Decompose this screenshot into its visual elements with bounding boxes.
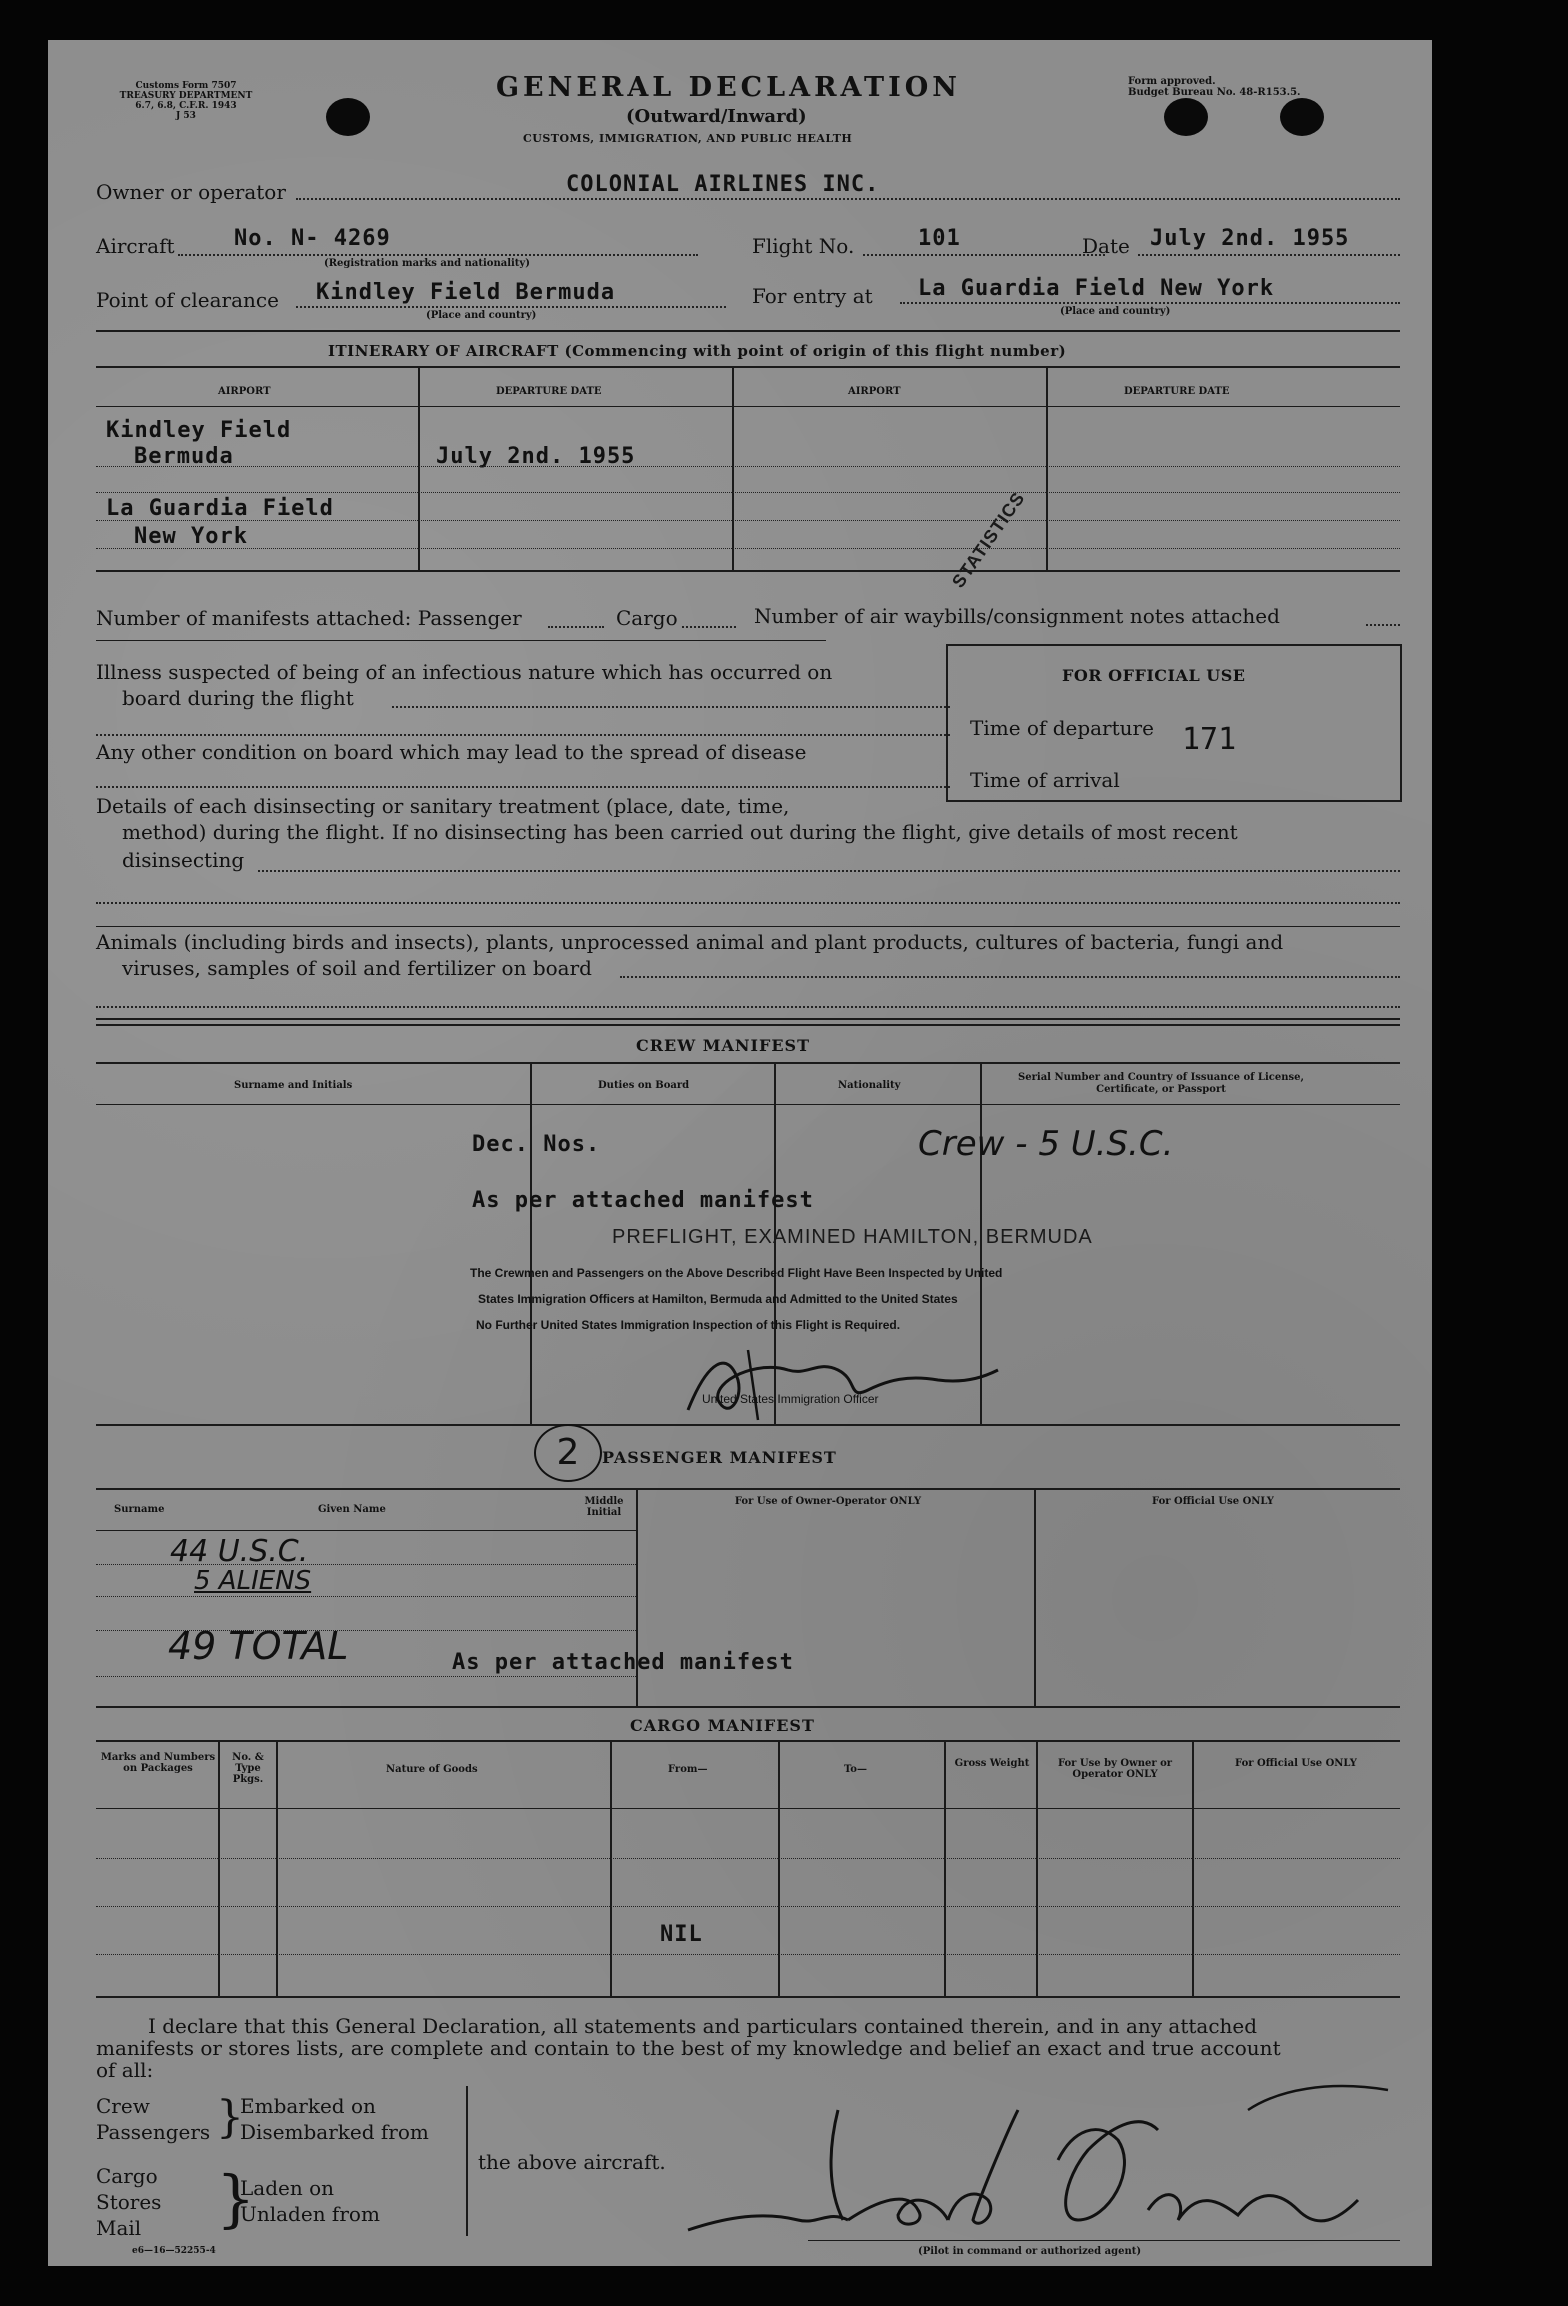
itinerary-col-3 bbox=[1046, 366, 1048, 570]
date-label: Date bbox=[1082, 234, 1130, 258]
passenger-per-manifest: As per attached manifest bbox=[452, 1650, 794, 1675]
illness-line-1: Illness suspected of being of an infectious nature which has occurred on bbox=[96, 660, 833, 684]
crew-heading: CREW MANIFEST bbox=[636, 1036, 811, 1055]
cargo-col-7 bbox=[1192, 1740, 1194, 1996]
itinerary-colhdr-rule bbox=[96, 406, 1400, 407]
flight-line bbox=[863, 254, 1105, 256]
crew-col-nationality: Nationality bbox=[838, 1080, 901, 1091]
passenger-col-given: Given Name bbox=[318, 1504, 386, 1515]
clearance-line bbox=[296, 306, 726, 308]
passenger-fill-4 bbox=[96, 1676, 636, 1677]
official-use-box bbox=[946, 644, 1402, 802]
preflight-stamp-line-3: States Immigration Officers at Hamilton, Bermuda and Admitted to the United States bbox=[478, 1292, 958, 1306]
form-number-line-4: J 53 bbox=[176, 110, 196, 121]
preflight-stamp-line-4: No Further United States Immigration Inspection of this Flight is Required. bbox=[476, 1318, 901, 1332]
itinerary-row1-airport-b: Bermuda bbox=[134, 444, 234, 469]
passenger-col-middle: Middle Initial bbox=[584, 1496, 624, 1518]
itinerary-row2-airport-b: New York bbox=[134, 524, 248, 549]
preflight-stamp-line-1: PREFLIGHT, EXAMINED HAMILTON, BERMUDA bbox=[612, 1226, 1093, 1248]
manifests-cargo-label: Cargo bbox=[616, 606, 678, 630]
form-subtitle: (Outward/Inward) bbox=[626, 106, 807, 127]
animals-fill-1 bbox=[620, 976, 1400, 978]
crew-top-rule bbox=[96, 1062, 1400, 1064]
form-number-line-2: TREASURY DEPARTMENT bbox=[119, 90, 253, 101]
crew-bottom-rule bbox=[96, 1424, 1400, 1426]
crew-col-surname: Surname and Initials bbox=[234, 1080, 353, 1091]
itinerary-bottom-rule bbox=[96, 570, 1400, 572]
decl-crew: Crew bbox=[96, 2094, 150, 2118]
waybills-label: Number of air waybills/consignment notes attached bbox=[754, 604, 1280, 628]
crew-colhdr-rule bbox=[96, 1104, 1400, 1105]
crew-handwritten-count: Crew - 5 U.S.C. bbox=[918, 1124, 1174, 1164]
cargo-col-5 bbox=[944, 1740, 946, 1996]
form-agencies: CUSTOMS, IMMIGRATION, AND PUBLIC HEALTH bbox=[523, 132, 853, 145]
passenger-col-2 bbox=[1034, 1488, 1036, 1706]
aircraft-value: No. N- 4269 bbox=[234, 226, 391, 251]
crew-col-1 bbox=[530, 1062, 532, 1424]
owner-line bbox=[296, 198, 1400, 200]
passenger-bottom-rule bbox=[96, 1706, 1400, 1708]
approval-block bbox=[1128, 76, 1301, 98]
manifests-passenger-line bbox=[548, 626, 604, 628]
health-mid-rule bbox=[96, 926, 1400, 927]
entry-value: La Guardia Field New York bbox=[918, 276, 1275, 301]
itinerary-dots-3 bbox=[96, 520, 1400, 521]
owner-label: Owner or operator bbox=[96, 180, 286, 204]
statistics-stamp: STATISTICS bbox=[948, 487, 1029, 592]
punch-hole-right-1 bbox=[1164, 98, 1208, 136]
officer-caption: United States Immigration Officer bbox=[702, 1392, 879, 1406]
decl-bracket bbox=[466, 2086, 468, 2236]
entry-line bbox=[900, 302, 1400, 304]
manifests-rule bbox=[96, 640, 826, 641]
departure-time-value: 171 bbox=[1182, 722, 1237, 757]
cargo-fill-3 bbox=[96, 1954, 1400, 1955]
cargo-col-owner: For Use by Owner or Operator ONLY bbox=[1057, 1758, 1173, 1780]
clearance-label: Point of clearance bbox=[96, 288, 279, 312]
animals-rule-b bbox=[96, 1024, 1400, 1026]
decl-disembarked: Disembarked from bbox=[240, 2120, 429, 2144]
illness-fill-1 bbox=[392, 706, 950, 708]
decl-above-aircraft: the above aircraft. bbox=[478, 2150, 666, 2174]
date-value: July 2nd. 1955 bbox=[1150, 226, 1350, 251]
itinerary-top-rule bbox=[96, 330, 1400, 332]
cargo-col-4 bbox=[778, 1740, 780, 1996]
form-number-block bbox=[76, 82, 296, 122]
itinerary-col-date-2: DEPARTURE DATE bbox=[1124, 386, 1230, 397]
passenger-hand-aliens: 5 ALIENS bbox=[194, 1566, 312, 1596]
aircraft-label: Aircraft bbox=[96, 234, 175, 258]
decl-passengers: Passengers bbox=[96, 2120, 211, 2144]
passenger-hand-uscitizens: 44 U.S.C. bbox=[170, 1534, 309, 1569]
itinerary-heading: ITINERARY OF AIRCRAFT (Commencing with point of origin of this flight number) bbox=[328, 342, 1067, 360]
preflight-stamp-line-2: The Crewmen and Passengers on the Above Described Flight Have Been Inspected by United bbox=[470, 1266, 1003, 1280]
other-condition-label: Any other condition on board which may lead to the spread of disease bbox=[96, 740, 807, 764]
itinerary-dots-2 bbox=[96, 492, 1400, 493]
passenger-circled-number bbox=[534, 1424, 602, 1482]
passenger-circled-text: 2 bbox=[556, 1432, 580, 1473]
illness-fill-2 bbox=[96, 734, 950, 736]
itinerary-row2-airport-a: La Guardia Field bbox=[106, 496, 334, 521]
itinerary-col-date-1: DEPARTURE DATE bbox=[496, 386, 602, 397]
crew-dec-nos: Dec. Nos. bbox=[472, 1132, 601, 1157]
general-declaration-form bbox=[48, 40, 1432, 2266]
cargo-fill-2 bbox=[96, 1906, 1400, 1907]
flight-label: Flight No. bbox=[752, 234, 855, 258]
disinsect-line-3: disinsecting bbox=[122, 848, 245, 872]
itinerary-dots-1 bbox=[96, 466, 1400, 467]
decl-brace-1: } bbox=[216, 2092, 244, 2143]
itinerary-col-airport-2: AIRPORT bbox=[848, 386, 901, 397]
disinsect-line-1: Details of each disinsecting or sanitary treatment (place, date, time, bbox=[96, 794, 790, 818]
flight-value: 101 bbox=[918, 226, 961, 251]
form-number-line-3: 6.7, 6.8, C.F.R. 1943 bbox=[135, 100, 237, 111]
cargo-col-6 bbox=[1036, 1740, 1038, 1996]
passenger-fill-2 bbox=[96, 1596, 636, 1597]
decl-cargo: Cargo bbox=[96, 2164, 158, 2188]
cargo-col-goods: Nature of Goods bbox=[386, 1764, 478, 1775]
departure-time-label: Time of departure bbox=[970, 716, 1154, 740]
clearance-note: (Place and country) bbox=[426, 310, 537, 321]
decl-unladen: Unladen from bbox=[240, 2202, 380, 2226]
declaration-line-3: of all: bbox=[96, 2058, 154, 2082]
signature-caption: (Pilot in command or authorized agent) bbox=[918, 2246, 1142, 2257]
pilot-signature bbox=[678, 2070, 1398, 2250]
cargo-top-rule bbox=[96, 1740, 1400, 1742]
passenger-heading: PASSENGER MANIFEST bbox=[602, 1448, 837, 1467]
animals-line-2: viruses, samples of soil and fertilizer on board bbox=[122, 956, 592, 980]
crew-per-manifest: As per attached manifest bbox=[472, 1188, 814, 1213]
print-code: e6—16—52255-4 bbox=[132, 2246, 216, 2256]
cargo-col-to: To— bbox=[844, 1764, 867, 1775]
punch-hole-left bbox=[326, 98, 370, 136]
itinerary-row1-airport-a: Kindley Field bbox=[106, 418, 292, 443]
entry-label: For entry at bbox=[752, 284, 873, 308]
official-use-heading: FOR OFFICIAL USE bbox=[1062, 666, 1246, 685]
itinerary-col-airport-1: AIRPORT bbox=[218, 386, 271, 397]
crew-col-duties: Duties on Board bbox=[598, 1080, 690, 1091]
decl-stores: Stores bbox=[96, 2190, 162, 2214]
cargo-col-from: From— bbox=[668, 1764, 708, 1775]
illness-line-2: board during the flight bbox=[122, 686, 354, 710]
crew-col-serial: Serial Number and Country of Issuance of License, Certificate, or Passport bbox=[1018, 1072, 1304, 1095]
passenger-fill-3 bbox=[96, 1630, 636, 1631]
cargo-bottom-rule bbox=[96, 1996, 1400, 1998]
passenger-col-official: For Official Use ONLY bbox=[1152, 1496, 1274, 1507]
itinerary-heading-rule bbox=[96, 366, 1400, 368]
owner-value: COLONIAL AIRLINES INC. bbox=[566, 172, 880, 197]
punch-hole-right-2 bbox=[1280, 98, 1324, 136]
cargo-col-3 bbox=[610, 1740, 612, 1996]
declaration-line-2: manifests or stores lists, are complete and contain to the best of my knowledge and belief an exact and true account bbox=[96, 2036, 1281, 2060]
cargo-col-marks: Marks and Numbers on Packages bbox=[100, 1752, 216, 1774]
manifests-passenger-label: Number of manifests attached: Passenger bbox=[96, 606, 522, 630]
arrival-time-label: Time of arrival bbox=[970, 768, 1120, 792]
passenger-hand-total: 49 TOTAL bbox=[168, 1624, 349, 1668]
disinsect-line-2: method) during the flight. If no disinsecting has been carried out during the flight, give details of most recent bbox=[122, 820, 1238, 844]
passenger-colhdr-rule bbox=[96, 1530, 636, 1531]
decl-mail: Mail bbox=[96, 2216, 142, 2240]
immigration-officer-signature bbox=[668, 1340, 1008, 1430]
passenger-top-rule bbox=[96, 1488, 1400, 1490]
disinsect-fill-1 bbox=[258, 870, 1400, 872]
animals-fill-2 bbox=[96, 1006, 1400, 1008]
cargo-colhdr-rule bbox=[96, 1808, 1400, 1809]
decl-embarked: Embarked on bbox=[240, 2094, 376, 2118]
itinerary-col-1 bbox=[418, 366, 420, 570]
animals-rule-a bbox=[96, 1018, 1400, 1020]
other-condition-fill bbox=[96, 786, 950, 788]
entry-note: (Place and country) bbox=[1060, 306, 1171, 317]
disinsect-fill-2 bbox=[96, 902, 1400, 904]
aircraft-note: (Registration marks and nationality) bbox=[324, 258, 530, 269]
cargo-col-official: For Official Use ONLY bbox=[1235, 1758, 1357, 1769]
animals-line-1: Animals (including birds and insects), plants, unprocessed animal and plant products, cultures of bacteria, fungi and bbox=[96, 930, 1284, 954]
cargo-col-1 bbox=[218, 1740, 220, 1996]
itinerary-col-2 bbox=[732, 366, 734, 570]
approval-line-1: Form approved. bbox=[1128, 76, 1216, 87]
itinerary-row1-date: July 2nd. 1955 bbox=[436, 444, 636, 469]
passenger-fill-1 bbox=[96, 1564, 636, 1565]
cargo-col-weight: Gross Weight bbox=[954, 1758, 1030, 1769]
decl-brace-2: } bbox=[216, 2162, 256, 2235]
waybills-line bbox=[1366, 624, 1400, 626]
cargo-heading: CARGO MANIFEST bbox=[630, 1716, 815, 1735]
manifests-cargo-line bbox=[682, 626, 736, 628]
signature-rule bbox=[808, 2240, 1400, 2241]
passenger-col-surname: Surname bbox=[114, 1504, 165, 1515]
passenger-col-owner: For Use of Owner-Operator ONLY bbox=[734, 1496, 922, 1507]
form-title: GENERAL DECLARATION bbox=[496, 72, 961, 103]
declaration-line-1: I declare that this General Declaration, all statements and particulars contained therein, and in any attached bbox=[148, 2014, 1258, 2038]
cargo-nil: NIL bbox=[660, 1922, 703, 1947]
itinerary-dots-4 bbox=[96, 548, 1400, 549]
aircraft-line bbox=[178, 254, 698, 256]
decl-laden: Laden on bbox=[240, 2176, 335, 2200]
cargo-col-pkgs: No. & Type Pkgs. bbox=[232, 1752, 264, 1785]
date-line bbox=[1138, 254, 1400, 256]
cargo-fill-1 bbox=[96, 1858, 1400, 1859]
cargo-col-2 bbox=[276, 1740, 278, 1996]
form-number-line-1: Customs Form 7507 bbox=[135, 81, 237, 91]
clearance-value: Kindley Field Bermuda bbox=[316, 280, 616, 305]
approval-line-2: Budget Bureau No. 48-R153.5. bbox=[1128, 87, 1301, 98]
